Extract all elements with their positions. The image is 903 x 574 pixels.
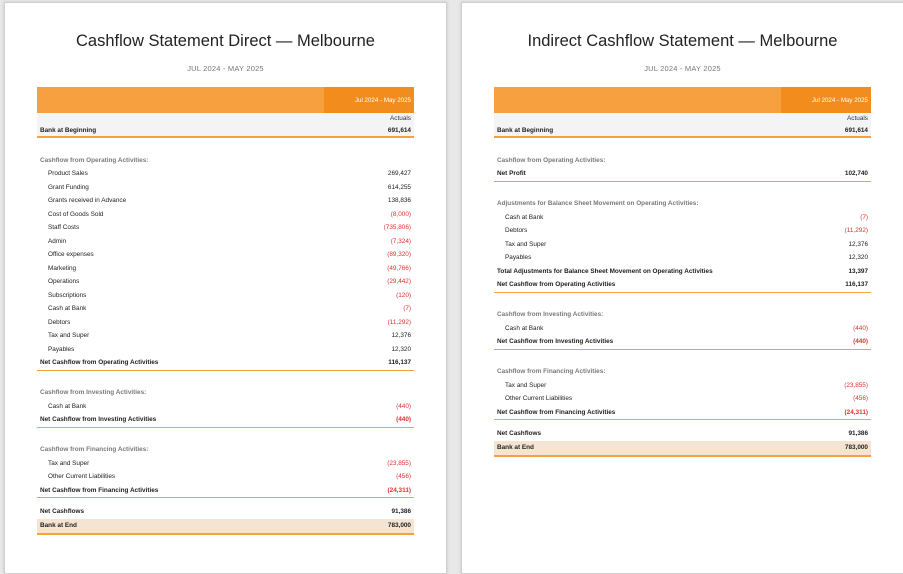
line-item-label: Debtors: [48, 318, 71, 326]
indirect-statement-page: [461, 2, 903, 574]
line-item-label: Other Current Liabilities: [48, 473, 116, 481]
line-item-value: (29,442): [387, 278, 411, 286]
line-item-row: [37, 208, 414, 222]
line-item-label: Cash at Bank: [48, 402, 87, 410]
line-item-value: (7): [860, 213, 868, 221]
header-band: [37, 87, 414, 113]
line-item-row: [494, 251, 871, 265]
line-item-value: 138,836: [387, 197, 411, 205]
line-item-value: (49,766): [387, 264, 411, 272]
line-item-row: [37, 400, 414, 414]
line-item-value: 269,427: [387, 170, 411, 178]
line-item-value: (456): [853, 395, 868, 403]
line-item-row: [494, 211, 871, 225]
header-band: [494, 87, 871, 113]
period-header: Jul 2024 - May 2025: [781, 87, 871, 113]
line-item-row: [37, 248, 414, 262]
line-item-value: (7,324): [390, 237, 411, 245]
line-item-label: Cost of Goods Sold: [48, 210, 104, 218]
investing-items: [494, 322, 871, 336]
line-item-row: [37, 302, 414, 316]
line-item-value: (11,292): [844, 227, 868, 235]
line-item-label: Tax and Super: [48, 332, 90, 340]
line-item-row: [37, 235, 414, 249]
page-subtitle: JUL 2024 - MAY 2025: [644, 64, 721, 73]
line-item-row: [494, 224, 871, 238]
line-item-value: (7): [403, 305, 411, 313]
total-row: Net Cashflow from Investing Activities (440): [37, 413, 414, 428]
line-item-row: [37, 181, 414, 195]
line-item-row: [37, 221, 414, 235]
total-row: Net Cashflow from Operating Activities 116,137: [37, 356, 414, 371]
line-item-value: (89,320): [387, 251, 411, 259]
investing-items: [37, 400, 414, 414]
line-item-label: Payables: [48, 345, 75, 353]
page-title: Indirect Cashflow Statement — Melbourne: [527, 32, 838, 50]
section-heading: Cashflow from Operating Activities:: [40, 156, 149, 164]
period-header: Jul 2024 - May 2025: [324, 87, 414, 113]
line-item-value: (440): [853, 324, 868, 332]
direct-report-table: [37, 87, 414, 535]
line-item-label: Admin: [48, 237, 67, 245]
line-item-label: Other Current Liabilities: [505, 395, 573, 403]
bank-beginning-row: Bank at Beginning 691,614: [494, 125, 871, 138]
financing-items: [37, 457, 414, 484]
line-item-label: Grants received in Advance: [48, 197, 127, 205]
line-item-row: [37, 329, 414, 343]
line-item-value: (23,855): [387, 459, 411, 467]
net-cashflows-row: Net Cashflows 91,386: [40, 508, 411, 516]
section-heading: Adjustments for Balance Sheet Movement on Operating Activities:: [497, 200, 699, 207]
total-row: Net Cashflow from Financing Activities (24,311): [37, 484, 414, 499]
bank-end-row: Bank at End 783,000: [37, 519, 414, 535]
total-row: Net Cashflow from Financing Activities (24,311): [494, 406, 871, 421]
line-item-value: (11,292): [387, 318, 411, 326]
actuals-header: Actuals: [494, 113, 871, 125]
total-row: Net Cashflow from Operating Activities 116,137: [494, 278, 871, 293]
adjustment-items: [494, 211, 871, 265]
line-item-value: (120): [396, 291, 411, 299]
line-item-label: Tax and Super: [505, 381, 547, 389]
line-item-row: [37, 343, 414, 357]
page-subtitle: JUL 2024 - MAY 2025: [187, 64, 264, 73]
line-item-row: [494, 238, 871, 252]
line-item-row: [37, 194, 414, 208]
line-item-row: [37, 470, 414, 484]
line-item-label: Subscriptions: [48, 291, 87, 299]
line-item-value: (735,806): [383, 224, 411, 232]
actuals-header: Actuals: [37, 113, 414, 125]
line-item-row: [494, 322, 871, 336]
section-heading: Cashflow from Financing Activities:: [40, 446, 149, 453]
line-item-row: [37, 457, 414, 471]
total-adjustments-row: Total Adjustments for Balance Sheet Movement on Operating Activities 13,397: [497, 267, 868, 275]
line-item-label: Office expenses: [48, 251, 94, 259]
line-item-value: 614,255: [387, 183, 411, 191]
line-item-value: (440): [396, 402, 411, 410]
total-row: Net Cashflow from Investing Activities (440): [494, 335, 871, 350]
bank-beginning-row: Bank at Beginning 691,614: [37, 125, 414, 138]
line-item-row: [37, 262, 414, 276]
line-item-row: [37, 275, 414, 289]
net-cashflows-row: Net Cashflows 91,386: [497, 430, 868, 438]
line-item-label: Staff Costs: [48, 224, 80, 232]
line-item-row: [37, 167, 414, 181]
line-item-row: [494, 392, 871, 406]
page-title: Cashflow Statement Direct — Melbourne: [76, 32, 375, 50]
direct-statement-page: [4, 2, 447, 574]
line-item-label: Product Sales: [48, 170, 88, 178]
line-item-label: Payables: [505, 254, 532, 262]
line-item-label: Cash at Bank: [48, 305, 87, 313]
line-item-label: Cash at Bank: [505, 213, 544, 221]
financing-items: [494, 379, 871, 406]
line-item-label: Cash at Bank: [505, 324, 544, 332]
section-heading: Cashflow from Investing Activities:: [497, 311, 604, 318]
line-item-label: Operations: [48, 278, 80, 286]
line-item-value: (456): [396, 473, 411, 481]
line-item-value: 12,320: [848, 254, 868, 262]
line-item-row: [37, 289, 414, 303]
section-heading: Cashflow from Financing Activities:: [497, 368, 606, 375]
operating-items: [37, 167, 414, 356]
line-item-label: Debtors: [505, 227, 528, 235]
line-item-label: Marketing: [48, 264, 77, 272]
line-item-label: Grant Funding: [48, 183, 89, 191]
line-item-value: 12,320: [391, 345, 411, 353]
line-item-value: (8,000): [390, 210, 411, 218]
bank-end-row: Bank at End 783,000: [494, 441, 871, 457]
line-item-label: Tax and Super: [505, 240, 547, 248]
line-item-value: 12,376: [848, 240, 868, 248]
line-item-value: (23,855): [844, 381, 868, 389]
line-item-label: Tax and Super: [48, 459, 90, 467]
line-item-row: [37, 316, 414, 330]
indirect-report-table: [494, 87, 871, 457]
line-item-row: [494, 379, 871, 393]
net-profit-row: Net Profit 102,740: [494, 167, 871, 182]
section-heading: Cashflow from Investing Activities:: [40, 389, 147, 396]
line-item-value: 12,376: [391, 332, 411, 340]
section-heading: Cashflow from Operating Activities:: [497, 156, 606, 164]
